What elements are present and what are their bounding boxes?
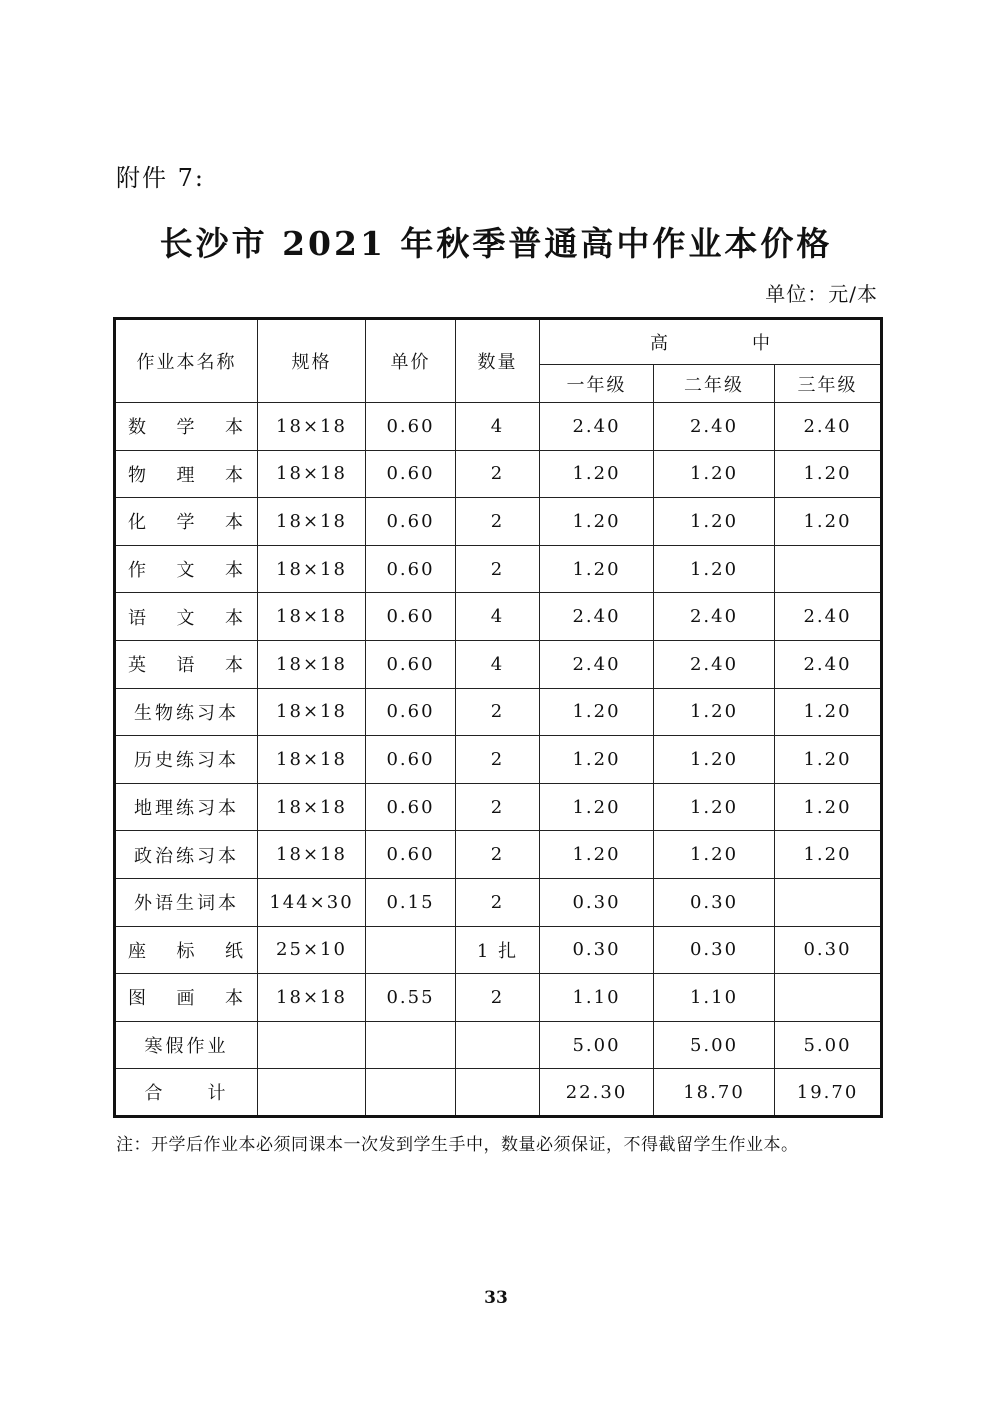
- cell-spec: 18×18: [258, 403, 366, 451]
- cell-grade3: 1.20: [775, 498, 882, 546]
- header-price: 单价: [366, 319, 456, 403]
- cell-grade1: 1.20: [540, 498, 654, 546]
- cell-name: 图画本: [115, 974, 258, 1022]
- cell-quantity: 2: [456, 688, 540, 736]
- cell-spec: 18×18: [258, 736, 366, 784]
- cell-grade2: 1.20: [654, 831, 775, 879]
- cell-grade3: 1.20: [775, 450, 882, 498]
- cell-grade3: [775, 545, 882, 593]
- cell-spec: 18×18: [258, 974, 366, 1022]
- header-high-school: [540, 319, 882, 365]
- cell-grade1: 0.30: [540, 926, 654, 974]
- table-row: [115, 545, 882, 593]
- table-row: [115, 403, 882, 451]
- price-table: [113, 317, 883, 1118]
- table-row: [115, 593, 882, 641]
- table-row: [115, 688, 882, 736]
- table-row: [115, 640, 882, 688]
- cell-quantity: 2: [456, 783, 540, 831]
- page-title: 长沙市 2021 年秋季普通高中作业本价格: [159, 224, 833, 263]
- attachment-label: 附件 7:: [116, 164, 205, 192]
- cell-quantity: [456, 1021, 540, 1069]
- cell-price: 0.60: [366, 688, 456, 736]
- cell-grade1: 2.40: [540, 593, 654, 641]
- cell-name: 外语生词本: [115, 878, 258, 926]
- footnote: 注：开学后作业本必须同课本一次发到学生手中，数量必须保证，不得截留学生作业本。: [116, 1135, 799, 1155]
- cell-quantity: 2: [456, 450, 540, 498]
- cell-grade3: 2.40: [775, 403, 882, 451]
- cell-spec: 18×18: [258, 831, 366, 879]
- cell-spec: 18×18: [258, 640, 366, 688]
- cell-name: 语文本: [115, 593, 258, 641]
- header-grade2: 二年级: [654, 365, 775, 403]
- page-number: 33: [484, 1288, 508, 1308]
- cell-grade1: 5.00: [540, 1021, 654, 1069]
- header-grade3: 三年级: [775, 365, 882, 403]
- cell-grade3: 2.40: [775, 593, 882, 641]
- cell-name: 政治练习本: [115, 831, 258, 879]
- cell-grade2: 1.20: [654, 688, 775, 736]
- unit-label: 单位：元/本: [765, 282, 878, 306]
- cell-price: [366, 1069, 456, 1117]
- cell-quantity: 1 扎: [456, 926, 540, 974]
- cell-grade1: 1.20: [540, 545, 654, 593]
- cell-price: [366, 926, 456, 974]
- cell-price: 0.60: [366, 498, 456, 546]
- table-row: [115, 783, 882, 831]
- cell-quantity: 2: [456, 831, 540, 879]
- table-row: [115, 1021, 882, 1069]
- cell-grade2: 0.30: [654, 926, 775, 974]
- cell-spec: [258, 1069, 366, 1117]
- cell-price: 0.15: [366, 878, 456, 926]
- cell-grade3: [775, 974, 882, 1022]
- cell-grade3: 1.20: [775, 736, 882, 784]
- header-spec: 规格: [258, 319, 366, 403]
- cell-grade2: 1.20: [654, 783, 775, 831]
- header-high-school-text: 高 中: [650, 333, 771, 354]
- cell-grade2: 1.20: [654, 736, 775, 784]
- table-row: [115, 878, 882, 926]
- cell-name: 化学本: [115, 498, 258, 546]
- table-row: [115, 831, 882, 879]
- cell-quantity: 4: [456, 640, 540, 688]
- cell-price: 0.60: [366, 545, 456, 593]
- table-body: [115, 403, 882, 1117]
- cell-quantity: 2: [456, 736, 540, 784]
- cell-grade1: 1.20: [540, 783, 654, 831]
- cell-name: 生物练习本: [115, 688, 258, 736]
- cell-grade3: 1.20: [775, 831, 882, 879]
- cell-grade1: 1.20: [540, 450, 654, 498]
- cell-price: 0.60: [366, 450, 456, 498]
- cell-grade1: 2.40: [540, 403, 654, 451]
- cell-quantity: 4: [456, 593, 540, 641]
- cell-grade1: 22.30: [540, 1069, 654, 1117]
- cell-quantity: [456, 1069, 540, 1117]
- cell-price: 0.60: [366, 736, 456, 784]
- cell-grade2: 1.20: [654, 545, 775, 593]
- cell-grade2: 5.00: [654, 1021, 775, 1069]
- cell-grade3: [775, 878, 882, 926]
- header-quantity: 数量: [456, 319, 540, 403]
- cell-name: 寒假作业: [115, 1021, 258, 1069]
- cell-grade1: 2.40: [540, 640, 654, 688]
- cell-grade2: 2.40: [654, 593, 775, 641]
- header-name: 作业本名称: [115, 319, 258, 403]
- cell-quantity: 2: [456, 498, 540, 546]
- cell-name: 英语本: [115, 640, 258, 688]
- table-row: [115, 1069, 882, 1117]
- cell-price: 0.60: [366, 831, 456, 879]
- cell-spec: 144×30: [258, 878, 366, 926]
- cell-grade2: 2.40: [654, 640, 775, 688]
- cell-name: 地理练习本: [115, 783, 258, 831]
- cell-grade3: 19.70: [775, 1069, 882, 1117]
- cell-name: 物理本: [115, 450, 258, 498]
- cell-quantity: 4: [456, 403, 540, 451]
- cell-quantity: 2: [456, 878, 540, 926]
- cell-grade2: 1.20: [654, 498, 775, 546]
- cell-grade3: 5.00: [775, 1021, 882, 1069]
- table-row: [115, 926, 882, 974]
- cell-spec: 18×18: [258, 593, 366, 641]
- cell-grade3: 2.40: [775, 640, 882, 688]
- table-row: [115, 450, 882, 498]
- cell-grade2: 1.20: [654, 450, 775, 498]
- cell-price: 0.55: [366, 974, 456, 1022]
- cell-price: 0.60: [366, 783, 456, 831]
- cell-spec: 18×18: [258, 545, 366, 593]
- cell-grade1: 1.20: [540, 736, 654, 784]
- cell-spec: [258, 1021, 366, 1069]
- header-grade1: 一年级: [540, 365, 654, 403]
- cell-price: [366, 1021, 456, 1069]
- cell-grade2: 18.70: [654, 1069, 775, 1117]
- cell-spec: 25×10: [258, 926, 366, 974]
- cell-grade1: 1.20: [540, 831, 654, 879]
- table-row: [115, 974, 882, 1022]
- cell-grade3: 1.20: [775, 783, 882, 831]
- cell-price: 0.60: [366, 640, 456, 688]
- cell-name: 历史练习本: [115, 736, 258, 784]
- cell-spec: 18×18: [258, 498, 366, 546]
- cell-name: 作文本: [115, 545, 258, 593]
- cell-spec: 18×18: [258, 450, 366, 498]
- cell-price: 0.60: [366, 403, 456, 451]
- cell-name: 数学本: [115, 403, 258, 451]
- cell-spec: 18×18: [258, 688, 366, 736]
- cell-quantity: 2: [456, 545, 540, 593]
- cell-grade1: 0.30: [540, 878, 654, 926]
- cell-name: 座标纸: [115, 926, 258, 974]
- cell-price: 0.60: [366, 593, 456, 641]
- cell-quantity: 2: [456, 974, 540, 1022]
- cell-grade1: 1.10: [540, 974, 654, 1022]
- cell-grade3: 1.20: [775, 688, 882, 736]
- cell-grade2: 0.30: [654, 878, 775, 926]
- cell-grade1: 1.20: [540, 688, 654, 736]
- cell-grade2: 2.40: [654, 403, 775, 451]
- cell-grade3: 0.30: [775, 926, 882, 974]
- cell-name: 合 计: [115, 1069, 258, 1117]
- cell-spec: 18×18: [258, 783, 366, 831]
- cell-grade2: 1.10: [654, 974, 775, 1022]
- table-row: [115, 498, 882, 546]
- table-row: [115, 736, 882, 784]
